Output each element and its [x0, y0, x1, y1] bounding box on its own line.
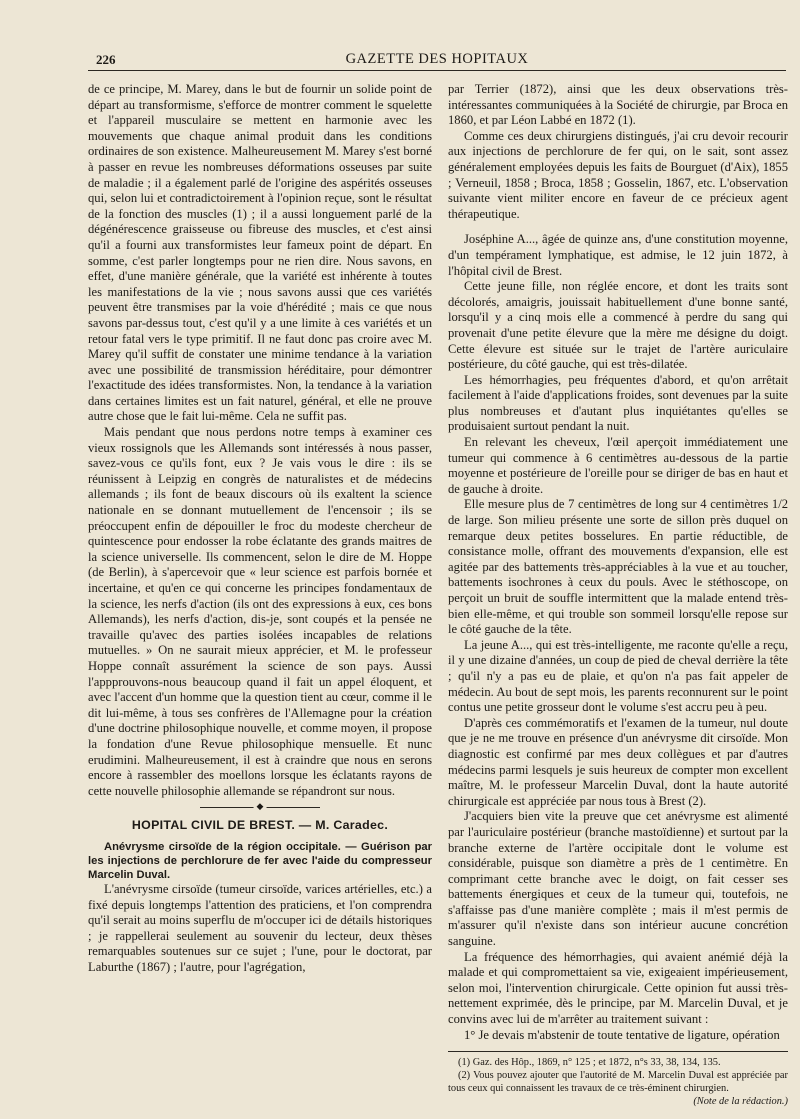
observation-paragraph: Cette jeune fille, non réglée encore, et dont les traits sont décolorés, amaigris, jouissait habituellement d'une bonne santé, lorsqu'il y a cinq mois elle a commencé à perdre du sang qui provenait d'une petite élevure que la mère me désigne du doigt. Cette élevure est située sur le trajet de l'artère auriculaire postérieure, du côté gauche, qui est très-dilatée. — [448, 279, 788, 372]
section-divider — [200, 807, 320, 808]
observation-paragraph: En relevant les cheveux, l'œil aperçoit immédiatement une tumeur qui commence à 6 centimètres au-dessous de la partie moyenne et postérieure de l'oreille pour se diriger de bas en haut et de gauche à droite. — [448, 435, 788, 496]
observation-paragraph: J'acquiers bien vite la preuve que cet anévrysme est alimenté par l'auriculaire postérieur (branche mastoïdienne) et surtout par la branche externe de l'artère occipitale dont le volume est considérable, puisque son diamètre a près de 1 centimètre. En comprimant cette branche avec le doigt, on fait cesser ses battements énergiques et ceux de la tumeur qui, toutefois, ne s'affaisse pas d'une manière complète ; mais il m'est permis de m'assurer qu'il n'existe dans son intérieur aucune concrétion sanguine. — [448, 809, 788, 949]
observation-paragraph: La jeune A..., qui est très-intelligente, me raconte qu'elle a reçu, il y une dizaine d'années, un coup de pied de cheval derrière la tête ; qu'il n'y a pas eu de plaie, et qu'on n'a pas fait appeler de médecin. Au bout de sept mois, les parents reconnurent sur le point contus une petite grosseur dont le volume s'est accru peu à peu. — [448, 637, 788, 715]
section-heading: HOPITAL CIVIL DE BREST. — M. Caradec. — [131, 818, 389, 833]
page-header — [88, 50, 786, 71]
observation-paragraph: D'après ces commémoratifs et l'examen de la tumeur, nul doute que je ne me trouve en présence d'un anévrysme dit cirsoïde. Mon diagnostic est confirmé par mes deux collègues et par d'autres médecins parmi lesquels je suis heureux de compter mon excellent maître, M. le professeur Marcelin Duval, dont la haute autorité chirurgicale est appréciée par nous tous à Brest (2). — [448, 715, 788, 808]
footnote-attribution: (Note de la rédaction.) — [693, 1096, 788, 1108]
observation-paragraph: 1° Je devais m'abstenir de toute tentative de ligature, opération — [464, 1027, 780, 1042]
observation-paragraph: Elle mesure plus de 7 centimètres de long sur 4 centimètres 1/2 de large. Son milieu présente une sorte de sillon près duquel on remarque deux petites bosselures. En partie réductible, de consistance molle, offrant des mouvements d'expansion, elle est agitée par des battements très-appréciables à la vue et au toucher, battements isochrones à ceux du pouls. Avec le stéthoscope, on perçoit un bruit de souffle intermittent que la malade entend très-bien elle-même, et qui trouble son sommeil lorsqu'elle repose sur le côté gauche de la tête. — [448, 497, 788, 637]
footnote: (1) Gaz. des Hôp., 1869, n° 125 ; et 1872, n°s 33, 38, 134, 135. — [458, 1057, 721, 1069]
article-paragraph: de ce principe, M. Marey, dans le but de fournir un solide point de départ au transformisme, s'efforce de montrer comment le squelette et l'appareil musculaire se mettent en harmonie avec les mouvements que chaque animal produit dans les conditions ordinaires de son existence. Malheureusement M. Marey s'est borné à passer en revue les nombreuses déformations osseuses par suite de maladie ; il a également parlé de l'origine des aspérités osseuses qui, selon lui et contradictoirement à l'opinion reçue, sont le résultat de la fonction des muscles (1) ; il a aussi longuement parlé de la dégénérescence graisseuse ou fibreuse des muscles, et c'est ainsi qu'il a fourni aux transformistes leur fameux point de départ. En somme, c'est parler longtemps pour ne rien dire. Nous savons, en effet, d'une manière générale, que la variété est inhérente à toutes les manifestations de la vie ; nous savons aussi que ces variétés peuvent être transmises par la voie d'hérédité ; mais ce que nous savons par-dessus tout, c'est qu'il y a une limite à ces variétés et un retour fatal vers le type primitif. Il ne faut donc pas croire avec M. Marey qu'il suffit de constater une minime tendance à la variation avec une possibilité de transmission héréditaire, pour démontrer l'exactitude des idées transformistes. Non, la tendance à la variation dans certaines limites est un fait naturel, général, et elle ne prouve autre chose que le fait lui-même. Cela ne suffit pas. — [88, 82, 432, 424]
case-paragraph: L'anévrysme cirsoïde (tumeur cirsoïde, varices artérielles, etc.) a fixé depuis longtemps l'attention des praticiens, et l'on comprendra qu'il serait au moins superflu de m'occuper ici de détails historiques ; je rappellerai seulement au souvenir du lecteur, deux thèses remarquables soutenues sur ce sujet ; l'une, pour le doctorat, par Laburthe (1867) ; l'autre, pour l'agrégation, — [88, 881, 432, 974]
left-column — [88, 82, 432, 975]
observation-paragraph: Joséphine A..., âgée de quinze ans, d'une constitution moyenne, d'un tempérament lymphatique, est admise, le 12 juin 1872, à l'hôpital civil de Brest. — [448, 232, 788, 278]
page-number: 226 — [96, 52, 116, 67]
case-title: Anévrysme cirsoïde de la région occipitale. — Guérison par les injections de perchlorure de fer avec l'aide du compresseur Marcelin Duval. — [88, 840, 432, 881]
footnote-divider — [448, 1051, 788, 1052]
article-paragraph: Comme ces deux chirurgiens distingués, j'ai cru devoir recourir aux injections de perchlorure de fer qui, on le sait, sont assez généralement employées depuis les faits de Bourguet (d'Aix), 1855 ; Verneuil, 1858 ; Broca, 1858 ; Gosselin, 1867, etc. L'observation suivante vient militer encore en faveur de ce précieux agent thérapeutique. — [448, 128, 788, 221]
article-paragraph: Mais pendant que nous perdons notre temps à examiner ces vieux rossignols que les Allemands sont intéressés à nous passer, savez-vous ce qu'ils font, eux ? Je vais vous le dire : ils se réunissent à Leipzig en congrès de naturalistes et de médecins allemands ; ils font de beaux discours où ils exaltent la science nationale en se donnant mutuellement de l'encensoir ; ils se préoccupent enfin de dépouiller le froc du modeste chercheur de quintescence pour endosser la robe éclatante des grands maitres de la science universelle. Ils commencent, selon le dire de M. Hoppe (de Berlin), à s'apercevoir que « leur science est parfois bornée et incertaine, et qu'en ce qui concerne les principes fondamentaux de la science, les nerfs d'action (ils ont des expressions à eux, ces bons Allemands), les nerfs d'action, dis-je, sont coupés et la pensée ne travaille qu'avec des parties isolées incapables de relations mutuelles. » On ne saurait mieux apprécier, et M. le professeur Hoppe connaît assurément la science de son pays. Aussi l'appprouvons-nous beaucoup quand il fait un appel éloquent, et avec l'accent d'un homme que la question tient au cœur, comme il le dit lui-même, à tous ses confrères de l'Allemagne pour la création d'une doctrine philosophique nouvelle, et comme moyen, il propose la fondation d'une Revue philosophique mensuelle. Et nunc erudimini. Malheureusement, il est à craindre que nous en serons encore à rassembler des moellons lorsque les éclatants rayons de cette nouvelle philosophie allemande se répandront sur nous. — [88, 425, 432, 798]
footnote: (2) Vous pouvez ajouter que l'autorité de M. Marcelin Duval est appréciée par tous ceux qui connaissent les travaux de ce très-éminent chirurgien. — [448, 1070, 788, 1095]
observation-paragraph: La fréquence des hémorrhagies, qui avaient anémié déjà la malade et qui compromettaient sa vie, exigeaient impérieusement, selon moi, l'intervention chirurgicale. Cette opinion fut aussi très-nettement exprimée, dès le principe, par M. Marcelin Duval, et je convins avec lui de m'arrêter au traitement suivant : — [448, 949, 788, 1027]
footnotes — [448, 1056, 788, 1108]
right-column — [448, 82, 788, 1108]
observation-paragraph: Les hémorrhagies, peu fréquentes d'abord, et qu'on arrêtait facilement à l'aide d'applications froides, sont devenues par la suite plus nombreuses et d'autant plus inquiétantes qu'elles se produisaient surtout pendant la nuit. — [448, 372, 788, 434]
journal-title: GAZETTE DES HOPITAUX — [345, 51, 529, 67]
paragraph-gap — [448, 222, 788, 232]
article-paragraph: par Terrier (1872), ainsi que les deux observations très-intéressantes communiquées à la Société de chirurgie, par Broca en 1860, et par Léon Labbé en 1872 (1). — [448, 82, 788, 128]
